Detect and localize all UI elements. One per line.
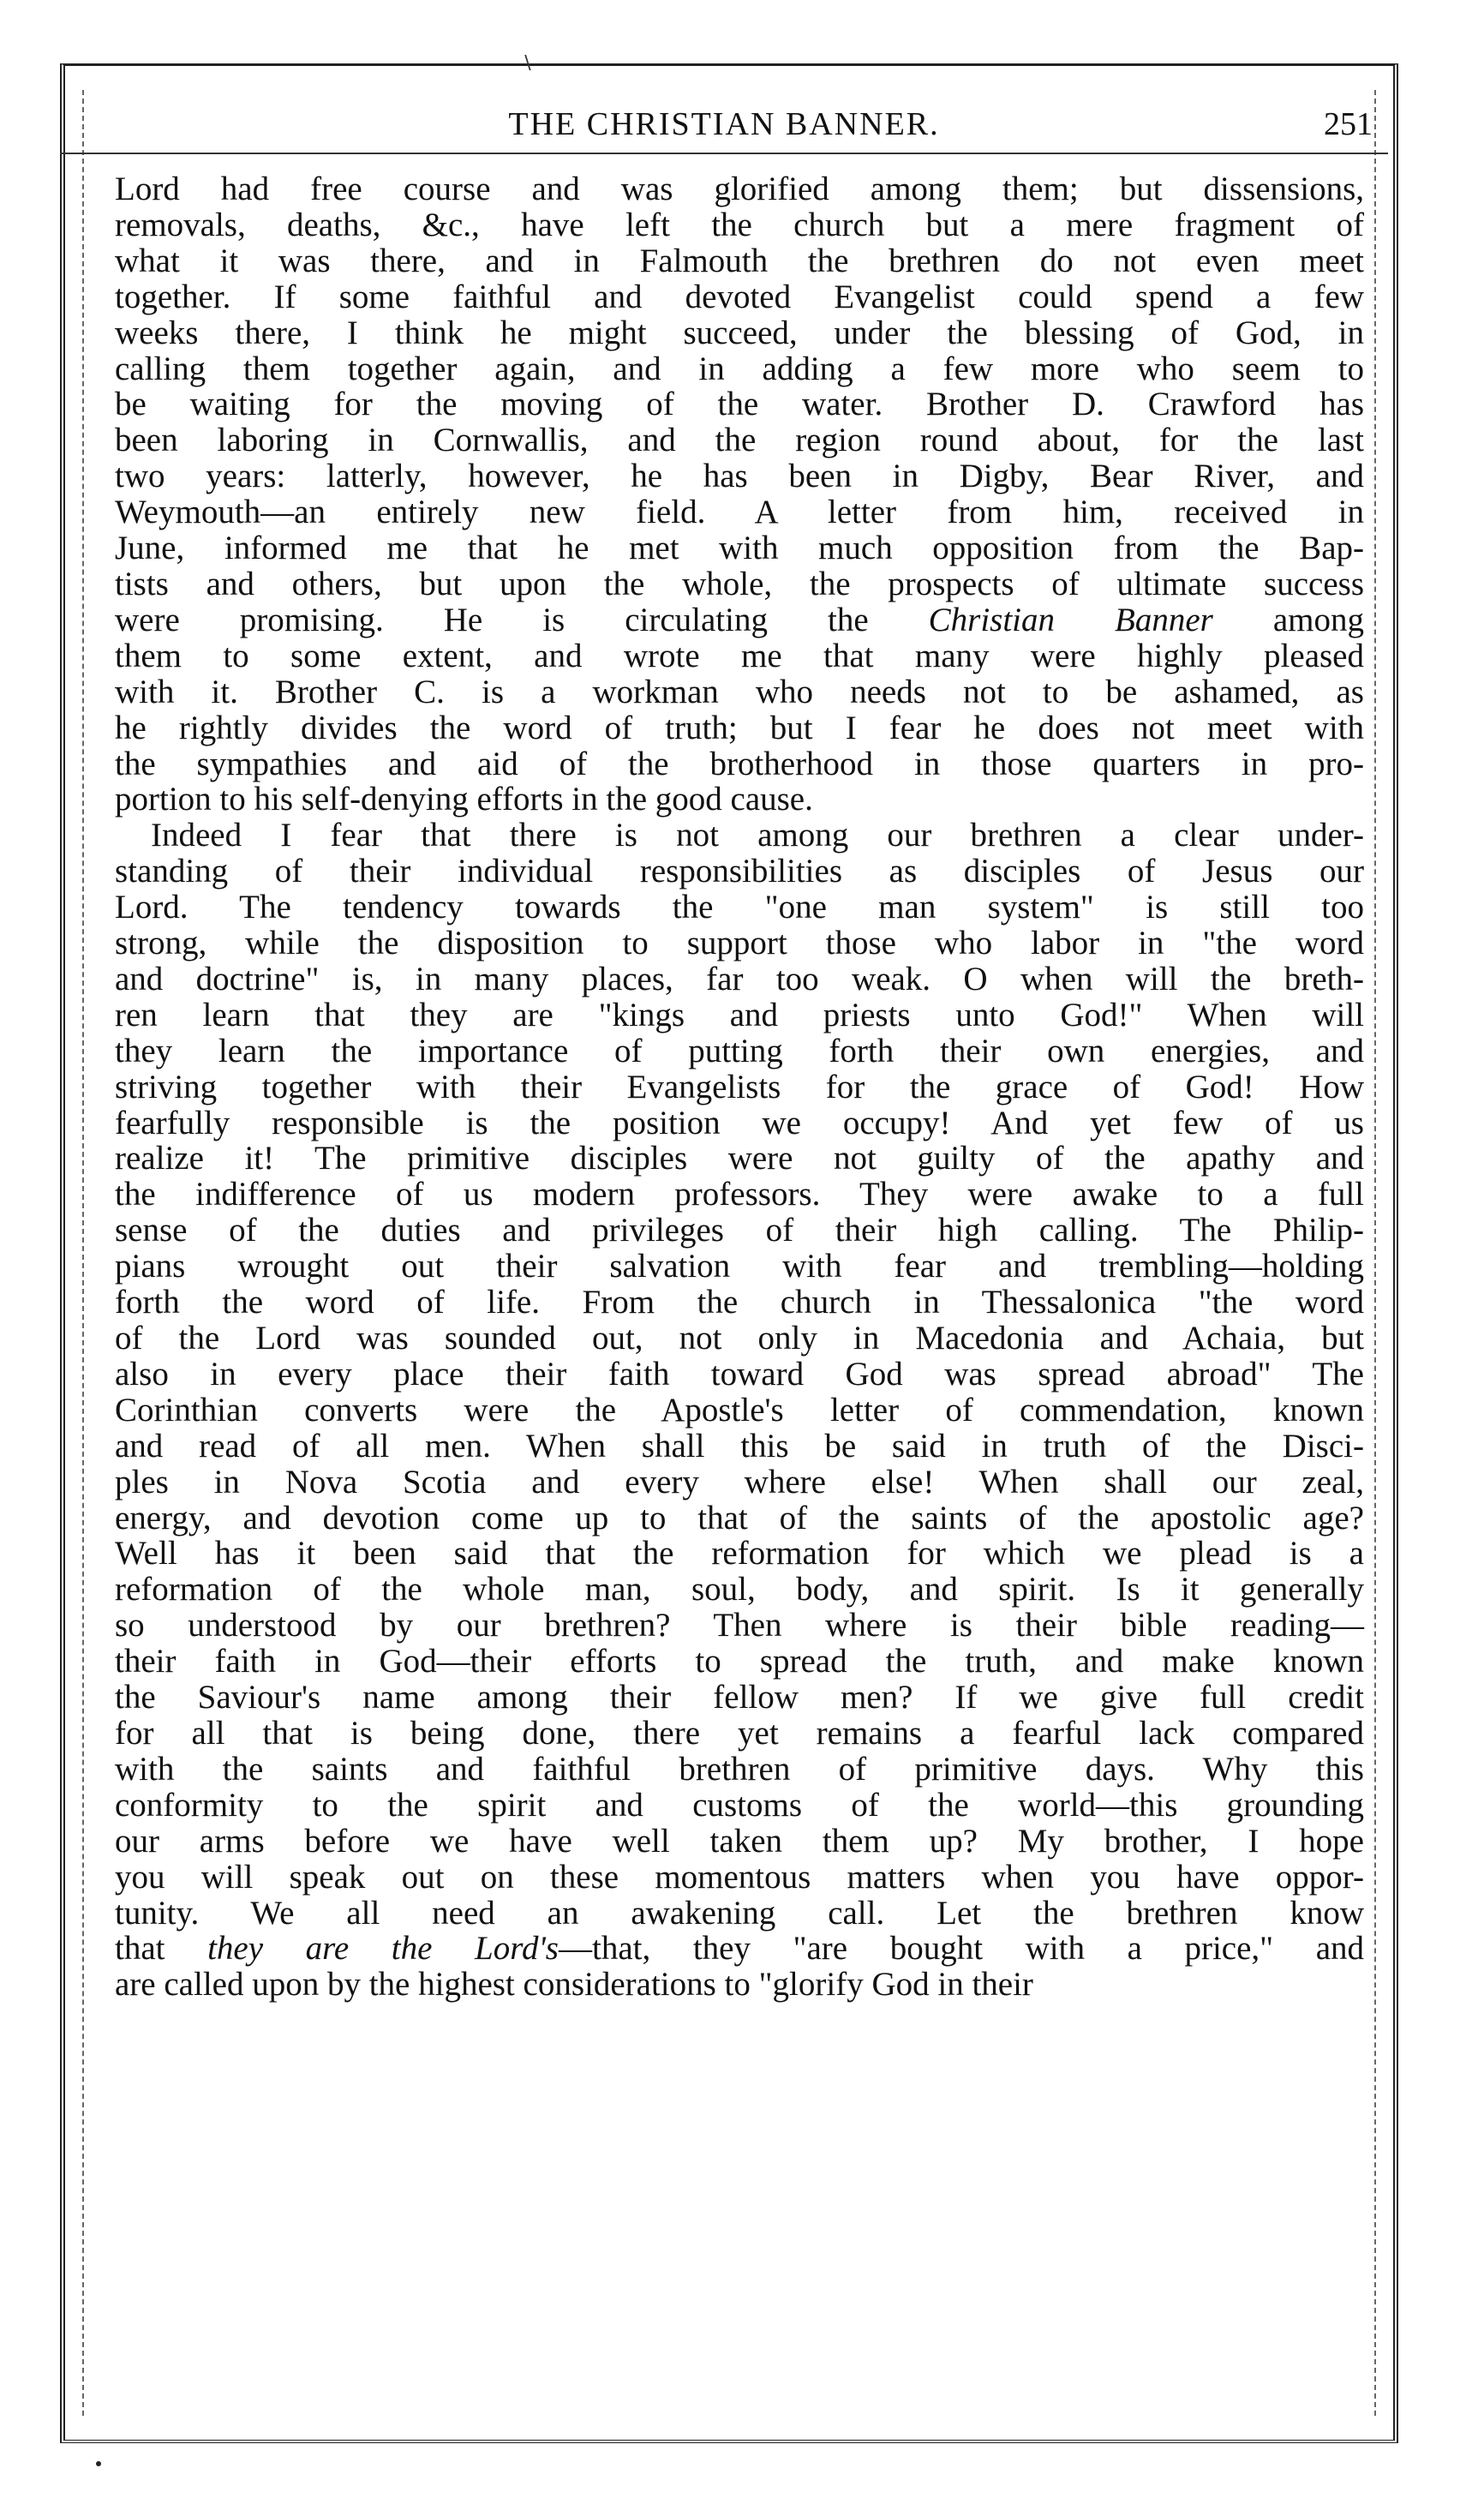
line-text: reformation of the whole man, soul, body, and spirit. Is it generally bbox=[115, 1571, 1364, 1608]
line-text: tists and others, but upon the whole, the prospects of ultimate success bbox=[115, 565, 1364, 602]
text-line bbox=[115, 854, 1364, 890]
text-line bbox=[115, 710, 1364, 746]
line-text: ren learn that they are "kings and priests unto God!" When will bbox=[115, 996, 1364, 1033]
line-text: them to some extent, and wrote me that many were highly pleased bbox=[115, 637, 1364, 674]
line-text: weeks there, I think he might succeed, under the blessing of God, in bbox=[115, 314, 1364, 351]
line-text: Indeed I fear that there is not among our brethren a clear under- bbox=[151, 817, 1364, 854]
text-line bbox=[115, 890, 1364, 926]
text-line bbox=[115, 1069, 1364, 1105]
article-body bbox=[115, 171, 1364, 2003]
line-text: Lord had free course and was glorified among them; but dissensions, bbox=[115, 171, 1364, 207]
line-text: the indifference of us modern professors. They were awake to a full bbox=[115, 1176, 1364, 1213]
line-text: Weymouth—an entirely new field. A letter from him, received in bbox=[115, 494, 1364, 531]
text-line bbox=[115, 1105, 1364, 1141]
print-mark: ∖ bbox=[521, 53, 534, 75]
text-line bbox=[115, 171, 1364, 207]
line-text: among bbox=[1212, 601, 1364, 638]
line-text: and read of all men. When shall this be said in truth of the Disci- bbox=[115, 1427, 1364, 1465]
italic-text: Christian Banner bbox=[928, 601, 1213, 638]
text-line bbox=[115, 458, 1364, 494]
text-line bbox=[115, 926, 1364, 961]
line-text: so understood by our brethren? Then where is their bible reading— bbox=[115, 1607, 1364, 1644]
line-text: they learn the importance of putting forth their own energies, and bbox=[115, 1032, 1364, 1069]
paragraph bbox=[115, 818, 1364, 2003]
line-text: forth the word of life. From the church in Thessalonica "the word bbox=[115, 1284, 1364, 1321]
line-text: Lord. The tendency towards the "one man system" is still too bbox=[115, 889, 1364, 926]
text-line bbox=[115, 1393, 1364, 1429]
line-text: he rightly divides the word of truth; but I fear he does not meet with bbox=[115, 709, 1364, 746]
text-line bbox=[115, 1321, 1364, 1357]
italic-text: they are the Lord's bbox=[207, 1930, 559, 1968]
text-line bbox=[115, 351, 1364, 387]
line-text: for all that is being done, there yet remains a fearful lack compared bbox=[115, 1714, 1364, 1752]
text-line bbox=[115, 1572, 1364, 1608]
line-text: removals, deaths, &c., have left the church but a mere fragment of bbox=[115, 206, 1364, 243]
line-text: together. If some faithful and devoted Evangelist could spend a few bbox=[115, 278, 1364, 315]
text-line bbox=[115, 422, 1364, 458]
text-line bbox=[115, 315, 1364, 351]
text-line bbox=[115, 279, 1364, 315]
text-line bbox=[115, 530, 1364, 566]
stray-ink-dot bbox=[96, 2461, 101, 2466]
text-line bbox=[115, 1465, 1364, 1501]
page-number: 251 bbox=[1324, 106, 1373, 142]
line-text: Well has it been said that the reformation for which we plead is a bbox=[115, 1535, 1364, 1572]
text-line bbox=[115, 1501, 1364, 1537]
text-line bbox=[115, 1967, 1364, 2003]
text-line bbox=[115, 494, 1364, 530]
text-line bbox=[115, 1824, 1364, 1860]
journal-title: THE CHRISTIAN BANNER. bbox=[508, 106, 940, 142]
line-text: tunity. We all need an awakening call. Let the brethren know bbox=[115, 1894, 1364, 1932]
text-line bbox=[115, 782, 1364, 818]
text-line bbox=[115, 1608, 1364, 1644]
line-text: their faith in God—their efforts to spread the truth, and make known bbox=[115, 1643, 1364, 1680]
line-text: calling them together again, and in adding a few more who seem to bbox=[115, 350, 1364, 387]
line-text: and doctrine" is, in many places, far too weak. O when will the breth- bbox=[115, 960, 1364, 997]
line-text: ples in Nova Scotia and every where else! When shall our zeal, bbox=[115, 1463, 1364, 1501]
text-line bbox=[115, 207, 1364, 243]
line-text: realize it! The primitive disciples were not guilty of the apathy and bbox=[115, 1140, 1364, 1177]
text-line bbox=[115, 1177, 1364, 1213]
text-line bbox=[115, 1429, 1364, 1465]
line-text: also in every place their faith toward God was spread abroad" The bbox=[115, 1355, 1364, 1393]
line-text: two years: latterly, however, he has been in Digby, Bear River, and bbox=[115, 458, 1364, 495]
text-line bbox=[115, 1752, 1364, 1788]
text-line bbox=[115, 1213, 1364, 1249]
text-line bbox=[115, 1788, 1364, 1824]
line-text: June, informed me that he met with much opposition from the Bap- bbox=[115, 530, 1364, 567]
text-line bbox=[115, 1896, 1364, 1932]
line-text: sense of the duties and privileges of their high calling. The Philip- bbox=[115, 1212, 1364, 1249]
text-line bbox=[115, 566, 1364, 602]
line-text: what it was there, and in Falmouth the brethren do not even meet bbox=[115, 242, 1364, 279]
running-head bbox=[60, 96, 1388, 154]
line-text: fearfully responsible is the position we occupy! And yet few of us bbox=[115, 1104, 1364, 1141]
line-text: strong, while the disposition to support those who labor in "the word bbox=[115, 925, 1364, 962]
line-text: conformity to the spirit and customs of the world—this grounding bbox=[115, 1786, 1364, 1824]
text-line bbox=[115, 1644, 1364, 1680]
text-line bbox=[115, 602, 1364, 638]
line-text: been laboring in Cornwallis, and the region round about, for the last bbox=[115, 422, 1364, 459]
text-line bbox=[115, 243, 1364, 279]
text-line bbox=[115, 674, 1364, 710]
line-text: of the Lord was sounded out, not only in Macedonia and Achaia, but bbox=[115, 1320, 1364, 1357]
line-text: you will speak out on these momentous matters when you have oppor- bbox=[115, 1858, 1364, 1896]
text-line bbox=[115, 961, 1364, 997]
paragraph bbox=[115, 171, 1364, 818]
line-text: with it. Brother C. is a workman who needs not to be ashamed, as bbox=[115, 673, 1364, 710]
line-text: are called upon by the highest considerations to "glorify God in their bbox=[115, 1966, 1033, 2004]
text-line bbox=[115, 1860, 1364, 1896]
line-text: energy, and devotion come up to that of the saints of the apostolic age? bbox=[115, 1499, 1364, 1537]
text-line bbox=[115, 1285, 1364, 1321]
line-text: pians wrought out their salvation with fear and trembling—holding bbox=[115, 1248, 1364, 1285]
line-text: striving together with their Evangelists for the grace of God! How bbox=[115, 1068, 1364, 1105]
line-text: the Saviour's name among their fellow men? If we give full credit bbox=[115, 1679, 1364, 1716]
line-text: the sympathies and aid of the brotherhood in those quarters in pro- bbox=[115, 745, 1364, 782]
line-text: were promising. He is circulating the bbox=[115, 601, 929, 638]
text-line bbox=[115, 1249, 1364, 1285]
text-line bbox=[115, 1536, 1364, 1572]
text-line bbox=[115, 1680, 1364, 1716]
line-text: that bbox=[115, 1930, 208, 1968]
line-text: —that, they "are bought with a price," and bbox=[558, 1930, 1364, 1968]
line-text: portion to his self-denying efforts in the good cause. bbox=[115, 781, 813, 818]
line-text: our arms before we have well taken them up? My brother, I hope bbox=[115, 1822, 1364, 1860]
text-line bbox=[115, 638, 1364, 674]
text-line bbox=[115, 997, 1364, 1033]
text-line bbox=[115, 1716, 1364, 1752]
text-line bbox=[115, 1141, 1364, 1177]
text-line bbox=[115, 818, 1364, 854]
line-text: be waiting for the moving of the water. Brother D. Crawford has bbox=[115, 386, 1364, 423]
text-line bbox=[115, 1931, 1364, 1967]
line-text: Corinthian converts were the Apostle's letter of commendation, known bbox=[115, 1391, 1364, 1429]
text-line bbox=[115, 386, 1364, 422]
text-line bbox=[115, 1033, 1364, 1069]
text-line bbox=[115, 1357, 1364, 1393]
line-text: standing of their individual responsibilities as disciples of Jesus our bbox=[115, 853, 1364, 890]
text-line bbox=[115, 746, 1364, 782]
line-text: with the saints and faithful brethren of primitive days. Why this bbox=[115, 1750, 1364, 1788]
